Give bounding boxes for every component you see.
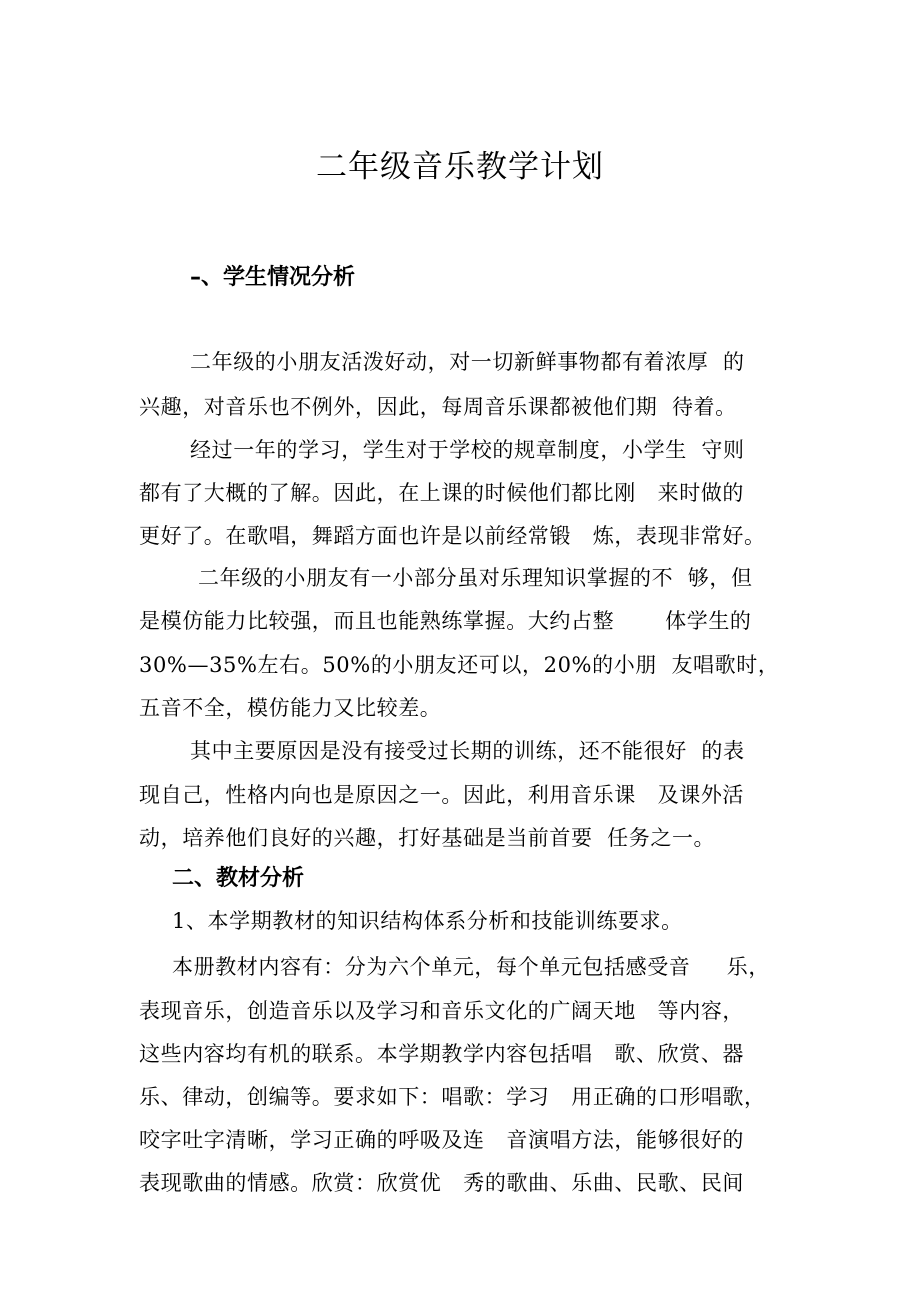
paragraph-line: 更好了。在歌唱，舞蹈方面也许是以前经常锻 炼，表现非常好。 [139,524,766,548]
paragraph-line: 都有了大概的了解。因此，在上课的时候他们都比刚 来时做的 [139,481,745,505]
paragraph-line: 表现歌曲的情感。欣赏：欣赏优 秀的歌曲、乐曲、民歌、民间 [139,1171,745,1195]
paragraph-line: 二年级的小朋友有一小部分虽对乐理知识掌握的不 够，但 [198,566,753,590]
section-heading-material-analysis: 二、教材分析 [172,866,305,891]
section-heading-student-analysis: –、学生情况分析 [190,265,356,290]
paragraph-line: 动，培养他们良好的兴趣，打好基础是当前首要 任务之一。 [139,826,716,850]
paragraph-line: 现自己，性格内向也是原因之一。因此，利用音乐课 及课外活 [139,783,745,807]
paragraph-line: 其中主要原因是没有接受过长期的训练，还不能很好 的表 [190,739,745,763]
paragraph-line: 1、本学期教材的知识结构体系分析和技能训练要求。 [172,909,683,933]
paragraph-line: 五音不全，模仿能力又比较差。 [139,696,442,720]
paragraph-line: 经过一年的学习，学生对于学校的规章制度，小学生 守则 [190,438,745,462]
paragraph-line: 咬字吐字清晰，学习正确的呼吸及连 音演唱方法，能够很好的 [139,1128,745,1152]
paragraph-line: 乐、律动，创编等。要求如下：唱歌：学习 用正确的口形唱歌， [139,1085,766,1109]
document-title: 二年级音乐教学计划 [316,149,604,185]
paragraph-line: 兴趣，对音乐也不例外，因此，每周音乐课都被他们期 待着。 [139,395,737,419]
paragraph-line: 30%—35%左右。50%的小朋友还可以，20%的小朋 友唱歌时， [139,653,780,677]
paragraph-line: 二年级的小朋友活泼好动，对一切新鲜事物都有着浓厚 的 [190,350,745,374]
paragraph-line: 表现音乐，创造音乐以及学习和音乐文化的广阔天地 等内容， [139,999,745,1023]
paragraph-line: 本册教材内容有：分为六个单元，每个单元包括感受音 乐， [172,955,770,979]
paragraph-line: 这些内容均有机的联系。本学期教学内容包括唱 歌、欣赏、器 [139,1042,745,1066]
paragraph-line: 是模仿能力比较强，而且也能熟练掌握。大约占整 体学生的 [139,609,752,633]
